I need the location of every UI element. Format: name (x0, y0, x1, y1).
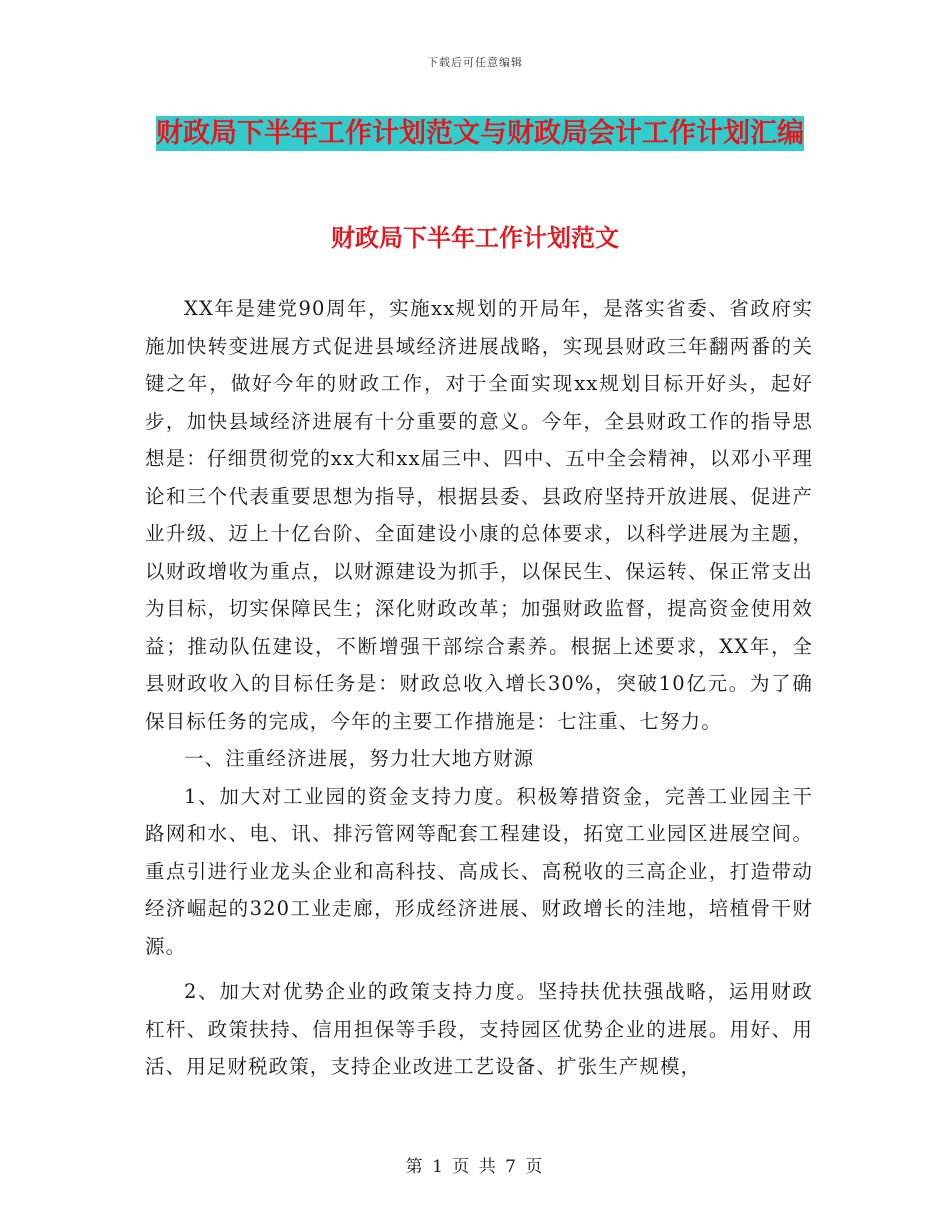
page-label-mid: 页 (452, 1157, 472, 1177)
page-footer (0, 1152, 950, 1177)
body-content (145, 290, 813, 1086)
paragraph-item-2: 2、加大对优势企业的政策支持力度。坚持扶优扶强战略，运用财政杠杆、政策扶持、信用担保等手段，支持园区优势企业的进展。用好、用活、用足财税政策，支持企业改进工艺设备、扩张生产规模， (145, 980, 813, 1078)
paragraph-heading-1: 一、注重经济进展，努力壮大地方财源 (184, 747, 535, 770)
page-label-post: 页 (525, 1157, 545, 1177)
paragraph-item-1: 1、加大对工业园的资金支持力度。积极筹措资金，完善工业园主干路网和水、电、讯、排污管网等配套工程建设，拓宽工业园区进展空间。重点引进行业龙头企业和高科技、高成长、高税收的三高企业，打造带动经济崛起的320工业走廊，形成经济进展、财政增长的洼地，培植骨干财源。 (145, 784, 813, 958)
paragraph-intro: XX年是建党90周年，实施xx规划的开局年，是落实省委、省政府实施加快转变进展方式促进县域经济进展战略，实现县财政三年翻两番的关键之年，做好今年的财政工作，对于全面实现xx规划目标开好头，起好步，加快县域经济进展有十分重要的意义。今年，全县财政工作的指导思想是：仔细贯彻党的xx大和xx届三中、四中、五中全会精神，以邓小平理论和三个代表重要思想为指导，根据县委、县政府坚持开放进展、促进产业升级、迈上十亿台阶、全面建设小康的总体要求，以科学进展为主题，以财政增收为重点，以财源建设为抓手，以保民生、保运转、保正常支出为目标，切实保障民生；深化财政改革；加强财政监督，提高资金使用效益；推动队伍建设，不断增强干部综合素养。根据上述要求，XX年，全县财政收入的目标任务是：财政总收入增长30%，突破10亿元。为了确保目标任务的完成，今年的主要工作措施是：七注重、七努力。 (145, 297, 813, 733)
document-title (140, 110, 820, 158)
page-current: 1 (432, 1157, 445, 1177)
section-title: 财政局下半年工作计划范文 (331, 224, 619, 252)
document-title-text: 财政局下半年工作计划范文与财政局会计工作计划汇编 (156, 118, 804, 149)
header-note: 下载后可任意编辑 (427, 56, 523, 69)
page-total: 7 (505, 1157, 518, 1177)
page-label-pre: 第 (405, 1157, 425, 1177)
page-label-total-pre: 共 (478, 1157, 498, 1177)
